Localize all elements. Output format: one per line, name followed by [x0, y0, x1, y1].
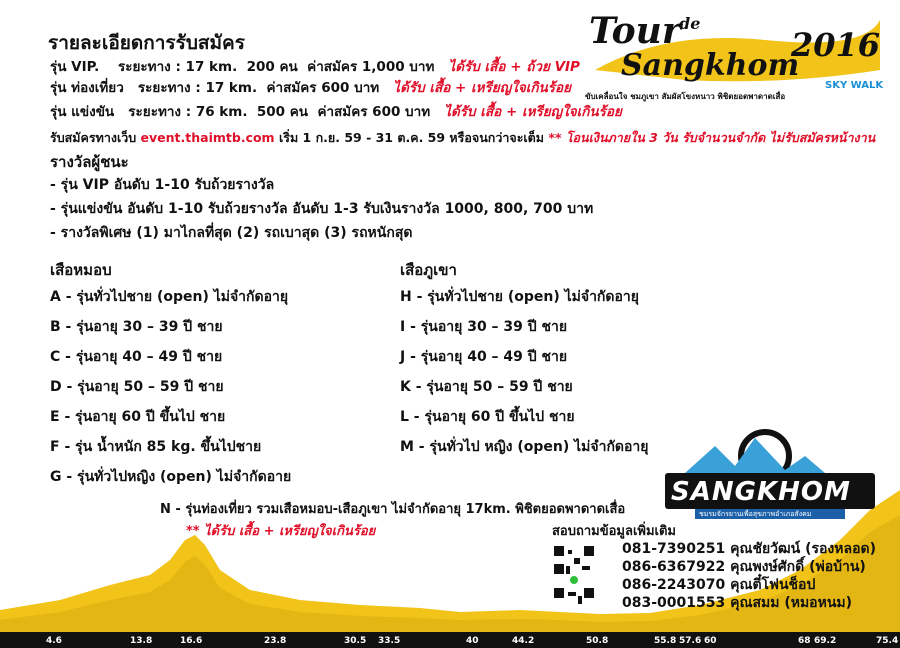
award-item: - รางวัลพิเศษ (1) มาไกลที่สุด (2) รถเบาสุด (3) รถหนักสุด: [50, 225, 413, 241]
category-row-tourist: [50, 76, 571, 98]
category-bonus: ได้รับ เสื้อ + เหรียญใจเกินร้อย: [393, 80, 572, 96]
category-distance: ระยะทาง : 76 km.: [128, 104, 248, 120]
category-fee: ค่าสมัคร 1,000 บาท: [307, 59, 435, 75]
mtb-section-heading: เสือภูเขา: [400, 261, 457, 279]
contact-panel: [552, 520, 876, 610]
road-class-item: A - รุ่นทั่วไปชาย (open) ไม่จำกัดอายุ: [50, 289, 289, 305]
tick-label: 23.8: [264, 636, 287, 646]
mtb-class-item: H - รุ่นทั่วไปชาย (open) ไม่จำกัดอายุ: [400, 289, 639, 305]
category-limit: 500 คน: [256, 104, 309, 120]
logo-year: 2016: [791, 26, 881, 64]
mtb-class-item: J - รุ่นอายุ 40 – 49 ปี ชาย: [400, 349, 568, 365]
road-section-heading: เสือหมอบ: [50, 261, 112, 279]
register-site-link[interactable]: event.thaimtb.com: [140, 130, 275, 145]
tourist-class-item: N - รุ่นท่องเที่ยว รวมเสือหมอบ-เสือภูเขา ไม่จำกัดอายุ 17km. พิชิตยอดพาดาดเสื่อ: [160, 502, 626, 517]
contact-row: 086-6367922 คุณพงษ์ศักดิ์ (พ่อบ้าน): [622, 559, 866, 575]
club-name: SANGKHOM: [671, 477, 851, 507]
register-period: เริ่ม 1 ก.ย. 59 - 31 ต.ค. 59 หรือจนกว่าจะเต็ม: [278, 130, 545, 145]
tick-label: 50.8: [586, 636, 609, 646]
award-item: - รุ่น VIP อันดับ 1-10 รับถ้วยรางวัล: [50, 177, 275, 193]
contact-heading: สอบถามข้อมูลเพิ่มเติม: [552, 524, 677, 539]
tick-label: 40: [466, 636, 479, 646]
category-row-race: [50, 100, 622, 122]
logo-tagline: ขับเคลื่อนใจ ชมภูเขา สัมผัสโขงหนาว พิชิตยอดพาดาดเสื่อ: [585, 92, 786, 101]
logo-de: de: [679, 14, 701, 33]
road-class-item: F - รุ่น น้ำหนัก 85 kg. ขึ้นไปชาย: [50, 439, 262, 455]
mtb-class-item: K - รุ่นอายุ 50 – 59 ปี ชาย: [400, 379, 573, 395]
tick-label: 13.8: [130, 636, 153, 646]
mtb-class-item: I - รุ่นอายุ 30 – 39 ปี ชาย: [400, 319, 568, 335]
road-class-item: D - รุ่นอายุ 50 – 59 ปี ชาย: [50, 379, 224, 395]
tick-label: 44.2: [512, 636, 535, 646]
category-label: รุ่น แข่งขัน: [50, 104, 115, 120]
mtb-class-item: L - รุ่นอายุ 60 ปี ขึ้นไป ชาย: [400, 409, 575, 425]
tick-label: 4.6: [46, 636, 62, 646]
category-fee: ค่าสมัคร 600 บาท: [317, 104, 431, 120]
road-class-item: C - รุ่นอายุ 40 – 49 ปี ชาย: [50, 349, 223, 365]
category-distance: ระยะทาง : 17 km.: [118, 59, 238, 75]
tick-label: 68: [798, 636, 811, 646]
contact-row: 083-0001553 คุณสมม (หมอหนม): [622, 595, 853, 611]
club-subtitle: ชมรมจักรยานเพื่อสุขภาพอำเภอสังคม: [699, 510, 812, 518]
registration-row: [50, 128, 875, 148]
logo-tour: Tour: [589, 10, 681, 52]
tick-label: 33.5: [378, 636, 401, 646]
category-label: รุ่น VIP.: [50, 59, 100, 75]
tick-label: 16.6: [180, 636, 203, 646]
tick-label: 69.2: [814, 636, 837, 646]
logo-skywalk: SKY WALK: [825, 80, 884, 91]
contact-row: 086-2243070 คุณตี๋โฟนช็อป: [622, 577, 816, 593]
awards-heading: รางวัลผู้ชนะ: [50, 153, 129, 171]
register-note: ** โอนเงินภายใน 3 วัน รับจำนวนจำกัด ไม่รับสมัครหน้างาน: [548, 130, 876, 145]
qr-code: [552, 544, 596, 606]
category-bonus: ได้รับ เสื้อ + ถ้วย VIP: [448, 59, 580, 75]
club-brand: [665, 428, 880, 523]
category-fee: ค่าสมัคร 600 บาท: [266, 80, 380, 96]
mtb-class-item: M - รุ่นทั่วไป หญิง (open) ไม่จำกัดอายุ: [400, 439, 649, 455]
register-prefix: รับสมัครทางเว็บ: [50, 130, 137, 145]
award-item: - รุ่นแข่งขัน อันดับ 1-10 รับถ้วยรางวัล อันดับ 1-3 รับเงินรางวัล 1000, 800, 700 บาท: [50, 201, 594, 217]
category-distance: ระยะทาง : 17 km.: [137, 80, 258, 96]
road-class-item: G - รุ่นทั่วไปหญิง (open) ไม่จำกัดอาย: [50, 469, 292, 485]
tick-label: 57.6: [679, 636, 702, 646]
category-label: รุ่น ท่องเที่ยว: [50, 80, 124, 96]
tick-label: 55.8: [654, 636, 677, 646]
event-logo: [585, 10, 885, 110]
road-class-item: B - รุ่นอายุ 30 – 39 ปี ชาย: [50, 319, 223, 335]
road-class-item: E - รุ่นอายุ 60 ปี ขึ้นไป ชาย: [50, 409, 226, 425]
page-title: รายละเอียดการรับสมัคร: [48, 32, 245, 54]
category-row-vip: [50, 55, 580, 77]
logo-sangkhom: Sangkhom: [621, 48, 800, 83]
category-bonus: ได้รับ เสื้อ + เหรียญใจเกินร้อย: [444, 104, 622, 120]
tick-label: 60: [704, 636, 717, 646]
tick-label: 75.4: [876, 636, 899, 646]
tick-label: 30.5: [344, 636, 367, 646]
contact-row: 081-7390251 คุณชัยวัฒน์ (รองหลอด): [622, 541, 876, 557]
tourist-class-bonus: ** ได้รับ เสื้อ + เหรียญใจเกินร้อย: [186, 524, 376, 539]
category-limit: 200 คน: [246, 59, 298, 75]
